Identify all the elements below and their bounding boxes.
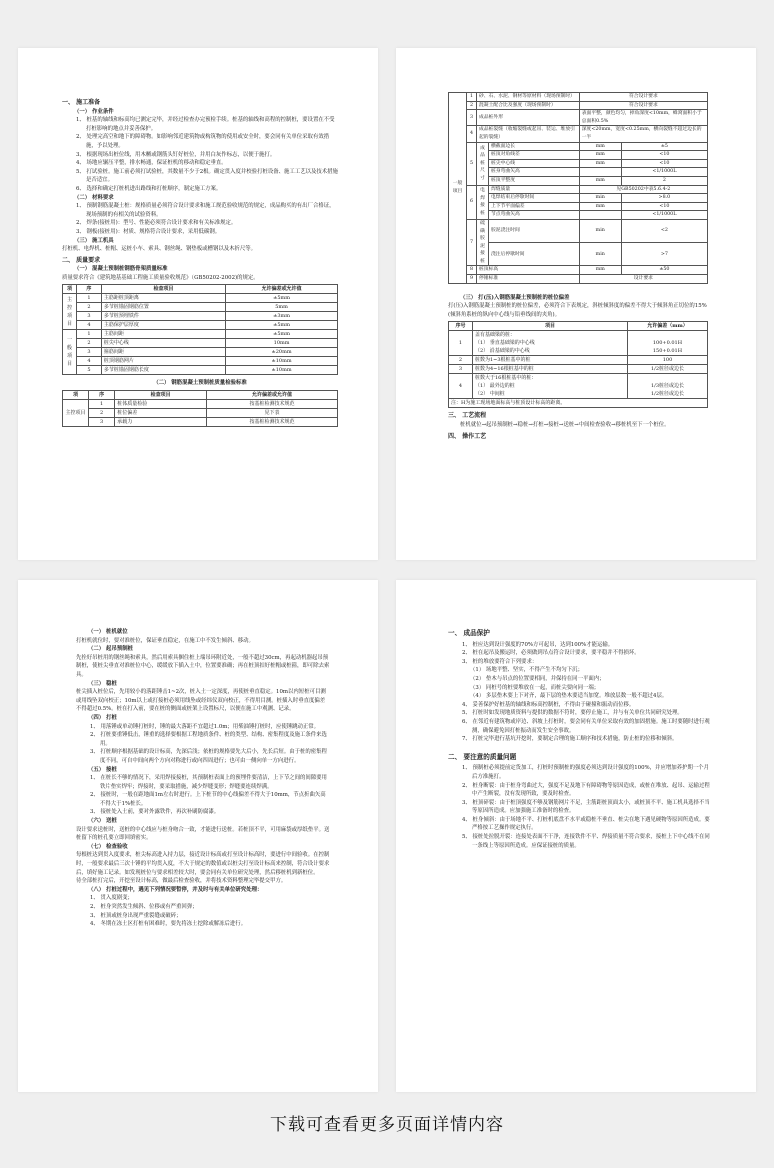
table-cell: 焊缝质量 <box>489 185 580 194</box>
table-cell: 4 <box>449 374 473 399</box>
table-cell: 主筋距桩顶距离 <box>101 294 225 303</box>
table-cell: mm <box>579 202 621 211</box>
paragraph: 打(压)入钢筋混凝土预制桩的桩位偏差，必须符合下表规定，斜桩倾斜度的偏差不得大于倾斜角正切位的15%(倾斜角系桩的纵向中心线与铅垂线间的夹角)。 <box>448 303 707 318</box>
group-label: 一般项目 <box>63 330 77 375</box>
table-header: 项目 <box>473 322 628 331</box>
list-item: 4、 场地应辗压平整，排水畅通，保证桩机的移动和稳定垂直。 <box>76 160 227 167</box>
table-row <box>449 266 708 275</box>
subsection-heading: （八） 打桩过程中，遇见下列情况要暂停，并及时与有关单位研究处理： <box>88 886 263 893</box>
paragraph: 待全部桩打完后，开挖至设计标高，做最后检查验收，并将技术资料整理完毕提交甲方。 <box>76 878 287 885</box>
table-cell: 1 <box>89 400 115 409</box>
table-cell: 电焊接桩 <box>477 185 489 219</box>
section-heading: 三、 工艺流程 <box>448 412 487 420</box>
subsection-heading: （三） 打(压)入钢筋混凝土预制桩的桩位偏差 <box>460 294 570 301</box>
table-cell: ±50 <box>621 266 707 275</box>
table-row <box>63 303 338 312</box>
list-item: 2、 接桩时，一般在距地面1m左右时进行。上下桩节的中心线偏差不得大于10mm，节点折曲矢高不得大于1%桩长。 <box>90 792 326 807</box>
table-cell: <2 <box>621 219 707 242</box>
table-cell: 5mm <box>226 303 338 312</box>
table-cell: 承载力 <box>115 418 207 427</box>
table-row <box>449 399 708 408</box>
list-item: 1、 预制钢筋混凝土桩：规格质量必须符合设计要求和施工规范验收规范的规定，成品购买的有出厂合格证，现场预制的有相关的试验资料。 <box>76 203 335 218</box>
subsection-heading: （二） 起吊预制桩 <box>88 646 134 653</box>
list-item: 7、 打桩完毕进行基坑开挖时，要制定合理的施工顺序和技术措施，防止桩的位移和倾斜。 <box>462 736 678 743</box>
table-cell <box>579 168 621 177</box>
list-item: 1、 桩基的轴线和标高均已测定完毕，并经过检查办完预检手续。桩基的轴线和高程的控制桩，要设置在不受打桩影响的地点并妥善保护。 <box>76 117 335 132</box>
list-item: 3、 根据现场出桩位线，用木橛或钢筋头钉好桩位，并用白灰作标志，以便于施打。 <box>76 151 276 158</box>
table-cell: >7 <box>621 243 707 266</box>
table-cell: 3 <box>449 365 473 374</box>
pile-position-deviation-table <box>448 321 708 408</box>
paragraph: 质量要求符合《建筑地基基础工程施工质量验收规范》（GB50202-2002)的规定。 <box>62 274 259 281</box>
table-cell: min <box>579 219 621 242</box>
table-row <box>63 409 338 418</box>
paragraph: 每根桩达到贯入度要求，桩尖标高进入持力层，接近设计标高或打至设计标高时，要进行中间验收。在控制时，一般要求最后三次十锤的平均贯入度，不大于规定的数值或以桩尖打至设计标高来控制，符合设计要求后，填好施工记录。如发现桩位与要求相差较大时，要会同有关单位研究处理，然后移桩机到新桩位。 <box>76 852 330 876</box>
table-cell: 4 <box>77 357 102 366</box>
table-cell: 按基桩检测技术规范 <box>206 418 337 427</box>
table-cell: ±5mm <box>226 321 338 330</box>
list-item: 4、 冬期在冻土区打桩有困难时，要先将冻土挖除或解冻后进行。 <box>90 921 247 928</box>
table-cell: ±10mm <box>226 366 338 375</box>
section-heading: 一、 施工准备 <box>62 99 101 106</box>
table-cell: mm <box>579 176 621 185</box>
table-row <box>63 348 338 357</box>
list-item: 2、 焊条(接桩用)：型号、性能必须符合设计要求和有关标准规定。 <box>76 220 237 227</box>
table-row <box>449 126 708 142</box>
table-cell: 1/3桩径或边长 1/2桩径或边长 <box>628 374 708 399</box>
table-cell: 桩数为4~16根桩基中的桩 <box>473 365 628 374</box>
table-cell: 桩尖中心线 <box>489 159 580 168</box>
list-item: 4、 桩身倾斜：由于场地不平、打桩机底盘不水平或稳桩不垂直、桩尖在地下遇见硬物等原因所造成。要严格按工艺操作规定执行。 <box>462 816 710 832</box>
table-cell: 横截面边长 <box>489 142 580 151</box>
table-cell: 符合设计要求 <box>579 101 707 110</box>
subsection-heading: （三） 稳桩 <box>88 680 117 687</box>
table-cell: 混凝土配合比及强度（现场预制时） <box>477 101 580 110</box>
table-cell: 成品桩外形 <box>477 110 580 126</box>
table-cell: <1/1000L <box>621 168 707 177</box>
table-cell: 桩数大于16根桩基中的桩： （1） 最外边的桩 （2） 中间桩 <box>473 374 628 399</box>
section-heading: 一、 成品保护 <box>448 629 490 637</box>
table-header: 项 <box>63 391 89 400</box>
table-cell: 桩顶标高 <box>477 266 580 275</box>
table-cell: 1 <box>467 93 477 102</box>
table-row <box>449 365 708 374</box>
table-note: 注：H为施工现场地面标高与桩顶设计标高的距离。 <box>449 399 708 408</box>
table-cell: mm <box>579 151 621 160</box>
table-row <box>63 418 338 427</box>
table-row <box>63 339 338 348</box>
paragraph: 打桩机就位时，要对准桩位，保证垂直稳定，在施工中不发生倾斜、移动。 <box>76 637 254 644</box>
paragraph: 打桩机、电焊机、桩帽、运桩小车、索具、钢丝绳、钢垫板或槽钢以及木折尺等。 <box>62 246 257 253</box>
paragraph: 设计要求送桩时，送桩的中心线应与桩身吻合一致，才能进行送桩。若桩顶不平，可用麻袋或厚纸垫平。送桩留下的桩孔要立即回填密实。 <box>76 826 330 842</box>
table-cell: 符合设计要求 <box>579 93 707 102</box>
subsection-heading: （六） 送桩 <box>88 818 117 825</box>
table-cell: 100 <box>628 356 708 365</box>
table-cell: 设计要求 <box>579 275 707 284</box>
subsection-heading: （五） 接桩 <box>88 766 117 773</box>
list-item: 6、 在邻近有建筑物或岸边、斜坡上打桩时，要会同有关单位采取有效的加固措施。施工时要随时进行观测，确保避免因打桩振动而发生安全事故。 <box>462 718 710 734</box>
table-cell: >8.0 <box>621 194 707 203</box>
list-item: 6、 选择和确定打桩机进出路线和打桩顺序，制定施工方案。 <box>76 185 222 192</box>
table-row <box>449 356 708 365</box>
table-cell: ±10mm <box>226 357 338 366</box>
document-page-1 <box>18 48 378 560</box>
subsection-heading: （一） 桩机就位 <box>88 629 128 635</box>
table-cell: 桩顶平整度 <box>489 176 580 185</box>
section-heading: 二、 要注意的质量问题 <box>448 752 517 761</box>
table-cell: 多节桩锚固钢筋位置 <box>101 303 225 312</box>
table-row <box>449 142 708 151</box>
list-item: 5、 打试验桩。施工前必须打试验桩，其数量不少于2根。确定贯入度并校验打桩设备、施工工艺以及技术措施是否适宜。 <box>76 168 338 184</box>
list-item: 3、 桩顶或桩身出现严重裂缝或破碎； <box>90 912 182 919</box>
table-cell: 主筋保护层厚度 <box>101 321 225 330</box>
table-row <box>63 357 338 366</box>
group-label: 主控项目 <box>63 294 77 330</box>
table-cell: mm <box>579 159 621 168</box>
list-item: 3、 接桩处入土前，要对外露铁件，再次补刷防腐漆。 <box>90 809 220 816</box>
table-cell: 砂、石、水泥、钢材等原材料（现场预制时） <box>477 93 580 102</box>
list-item: （2） 垫木与吊点的位置要相同，并保持在同一平面内； <box>470 675 605 682</box>
table-cell: mm <box>579 142 621 151</box>
table-cell: 硫磺胶泥接桩 <box>477 219 489 266</box>
table-cell: 8 <box>467 266 477 275</box>
table-cell: ±3mm <box>226 312 338 321</box>
table-cell: 胶泥浇注时间 <box>489 219 580 242</box>
table-header: 序 <box>77 285 102 294</box>
list-item: 2、 处理完高空和地下的障碍物。如影响邻近建筑物或构筑物的使用或安全时，要会同有关单位采取有效措施，予以处理。 <box>76 134 330 149</box>
list-item: 1、 贯入度剧变； <box>90 895 133 902</box>
table-row <box>449 331 708 356</box>
table-cell: 3 <box>89 418 115 427</box>
list-item: 1、 在桩长不够的情况下，采用焊接接桩，其预制桩表面上的预埋件要清洁，上下节之间的间隙要用铁片垫实焊牢；焊接时，要采取措施，减少焊缝变形；焊缝要连续焊满。 <box>90 775 327 790</box>
section-heading: 二、 质量要求 <box>62 256 101 264</box>
list-item: 2、 打桩要重锤低击，锤重的选择要根据工程地质条件、桩的类型、结构、密集程度及施工条件来选用。 <box>90 732 327 747</box>
table-cell: 1/2桩径或边长 <box>628 365 708 374</box>
table-cell: 桩顶钢筋网片 <box>101 357 225 366</box>
subsection-heading: （七） 检查验收 <box>88 843 128 850</box>
list-item: 1、 用落锤或单动锤打桩时，锤的最大落距不宜超过1.0m；用柴油锤打桩时，应使锤跳动正常。 <box>90 723 320 730</box>
table-cell: 3 <box>77 312 102 321</box>
table-row <box>449 219 708 242</box>
table-cell: <10 <box>621 159 707 168</box>
table-cell: 见GB50202中表5.6.4-2 <box>579 185 707 194</box>
table-row <box>449 110 708 126</box>
table-cell: ±5mm <box>226 294 338 303</box>
table-cell: 1 <box>77 294 102 303</box>
table-cell: 桩数为1~3根桩基中的桩 <box>473 356 628 365</box>
table-cell: 桩体质量检验 <box>115 400 207 409</box>
table-cell: 6 <box>467 185 477 219</box>
table-cell: 3 <box>77 348 102 357</box>
table-cell: <10 <box>621 202 707 211</box>
table-cell: 5 <box>467 142 477 185</box>
list-item: 1、 预制桩必须提前定货加工，打桩时预制桩的强度必须达到设计强度的100%，并应增加养护期一个月后方准施打。 <box>462 765 709 780</box>
table-header: 项 <box>63 285 77 294</box>
table-caption: （二） 钢筋混凝土预制桩质量检验标准 <box>153 380 247 387</box>
table-cell: 深度<20mm，宽度<0.25mm，横向裂缝不超过边长的一半 <box>579 126 707 142</box>
table-cell: 按基桩检测技术规范 <box>206 400 337 409</box>
list-item: 3、 桩的堆放要符合下列要求： <box>462 658 538 665</box>
paragraph: 桩机就位→起吊预制桩→稳桩→打桩→接桩→送桩→中间检查验收→移桩机至下一个桩位。 <box>460 422 670 429</box>
table-cell: 成品桩裂缝（收缩裂缝或起吊、装运、堆放引起的裂缝） <box>477 126 580 142</box>
table-cell: 成品桩尺寸 <box>477 142 489 185</box>
table-header: 序 <box>89 391 115 400</box>
list-item: 5、 打桩时如发现地质资料与提供的数据不符时，要停止施工，并与有关单位共同研究处理。 <box>462 710 683 717</box>
table-cell: 表面平整，颜色均匀，掉角深度<10mm，蜂窝面积小于总面积0.5% <box>579 110 707 126</box>
table-cell: ±5mm <box>226 330 338 339</box>
group-label: 主控项目 <box>63 400 89 427</box>
table-cell: 桩顶对角线差 <box>489 151 580 160</box>
table-cell: <1/1000L <box>621 211 707 220</box>
subsection-heading: （一） 作业条件 <box>74 108 114 115</box>
table-cell: ±20mm <box>226 348 338 357</box>
table-row <box>449 185 708 194</box>
table-row <box>449 101 708 110</box>
table-cell: 盖有基础梁的桩： （1） 垂直基础梁的中心线 （2） 沿基础梁的中心线 <box>473 331 628 356</box>
table-row <box>63 400 338 409</box>
precast-pile-inspection-table <box>62 390 338 427</box>
table-cell: 1 <box>449 331 473 356</box>
table-row <box>449 275 708 284</box>
table-cell: 100+0.01H 150+0.01H <box>628 331 708 356</box>
list-item: 2、 桩身突然发生倾斜、位移或有严重回弹； <box>90 904 198 910</box>
table-cell: 1 <box>77 330 102 339</box>
rebar-cage-quality-table <box>62 284 338 375</box>
subsection-heading: （三） 施工机具 <box>74 237 114 244</box>
table-cell: 10mm <box>226 339 338 348</box>
table-header: 允许偏差或允许值 <box>226 285 338 294</box>
list-item: （3） 同桩号的桩要堆放在一起，而桩尖要向同一端； <box>470 684 600 691</box>
table-cell: 桩身弯曲矢高 <box>489 168 580 177</box>
table-header: 检查项目 <box>101 285 225 294</box>
list-item: 5、 接桩处拉脱开裂：连接处表面不干净，连接铁件不平、焊接质量不符合要求，接桩上下中心线不在同一条线上等原因所造成。应保证接桩的质量。 <box>462 834 710 849</box>
paragraph: 先拴好吊桩用的钢丝绳和索具，然后用索具捆住桩上端吊环附近处，一般不超过30cm，再起动机器起吊预制桩，使桩尖垂直对准桩位中心，缓缓放下插入土中，位置要准确；再在桩顶扣好桩帽或桩箍，即可除去索具。 <box>76 654 330 678</box>
subsection-heading: （二） 材料要求 <box>74 194 114 201</box>
table-cell: 浇注后停歇时间 <box>489 243 580 266</box>
list-item: （4） 多层垫木要上下对齐，最下层的垫木要适当加宽。堆放层数一般不超过4层。 <box>470 693 668 700</box>
document-page-3 <box>18 580 378 1092</box>
table-cell: 桩尖中心线 <box>101 339 225 348</box>
table-cell: 9 <box>467 275 477 284</box>
group-label: 一般项目 <box>449 93 467 284</box>
table-row <box>63 312 338 321</box>
section-heading: 四、 操作工艺 <box>448 432 487 440</box>
table-row <box>449 374 708 399</box>
table-cell: 停锤标准 <box>477 275 580 284</box>
table-cell: 节点弯曲矢高 <box>489 211 580 220</box>
table-row <box>63 366 338 375</box>
table-cell: 主筋间距 <box>101 330 225 339</box>
table-cell: 7 <box>467 219 477 266</box>
table-cell: 4 <box>77 321 102 330</box>
list-item: 3、 桩顶碎裂：由于桩顶强度不够及钢筋网片不足，主筋距桩顶面太小，或桩顶不平、施工机具选择不当等原因所造成。应加强施工准备时的检查。 <box>462 799 710 815</box>
table-header: 允许偏差或允许值 <box>206 391 337 400</box>
document-page-2 <box>396 48 756 560</box>
table-header: 允许偏差（mm） <box>628 322 708 331</box>
table-header: 序号 <box>449 322 473 331</box>
list-item: 2、 桩在起吊及搬运时，必须做到吊点符合设计要求，要平稳并不得损坏。 <box>462 650 640 657</box>
table-cell: 4 <box>467 126 477 142</box>
table-cell: 2 <box>77 303 102 312</box>
paragraph: 桩尖插入桩位后，先用较小的落距锤击1~2次，桩入土一定深度，再使桩垂直稳定。10m以内短桩可目测或用线坠双向校正；10m以上或打接桩必须用线坠或经纬仪双向校正，不得用目测。桩插入时垂直度偏差不得超过0.5%。桩在打入前，要在桩的侧面或桩架上设置标尺，以便在施工中观测、记录。 <box>76 689 326 713</box>
table-row <box>449 93 708 102</box>
table-row <box>63 330 338 339</box>
table-cell: 5 <box>77 366 102 375</box>
subsection-heading: （四） 打桩 <box>88 714 117 721</box>
subsection-heading: （一） 混凝土预制桩钢筋骨架质量标准 <box>74 266 168 273</box>
list-item: 1、 桩应达到设计强度的70%方可起吊，达到100%才能运输。 <box>462 641 614 648</box>
table-row <box>63 321 338 330</box>
table-cell: 2 <box>467 101 477 110</box>
table-cell: 2 <box>77 339 102 348</box>
list-item: 3、 打桩顺序根据基础的设计标高，先深后浅；依桩的规格要先大后小，先长后短。由于桩的密集程度不同，可自中间向两个方向对称进行或向四周进行；也可由一侧向单一方向进行。 <box>90 749 327 764</box>
table-cell: 电焊结束后停歇时间 <box>489 194 580 203</box>
table-cell: min <box>579 243 621 266</box>
table-cell: 见下表 <box>206 409 337 418</box>
table-cell: mm <box>579 266 621 275</box>
table-cell: 箍筋间距 <box>101 348 225 357</box>
table-cell: 上下节平面偏差 <box>489 202 580 211</box>
table-cell: 多节桩锚固钢筋长度 <box>101 366 225 375</box>
table-cell: ±5 <box>621 142 707 151</box>
list-item: 2、 桩身断裂：由于桩身弯曲过大，强度不足及地下有障碍物等原因造成，或桩在堆放、起吊、运输过程中产生断裂，没有发现所致，要及时检查。 <box>462 782 710 798</box>
table-cell <box>579 211 621 220</box>
table-cell: min <box>579 194 621 203</box>
table-row <box>63 294 338 303</box>
list-item: 4、 妥善保护好桩基的轴线和标高控制桩，不得由于碰撞和振动而位移。 <box>462 701 635 708</box>
table-cell: <10 <box>621 151 707 160</box>
table-cell: 桩位偏差 <box>115 409 207 418</box>
table-cell: 2 <box>621 176 707 185</box>
download-more-caption: 下载可查看更多页面详情内容 <box>270 1115 504 1135</box>
table-cell: 3 <box>467 110 477 126</box>
table-cell: 2 <box>449 356 473 365</box>
document-page-4 <box>396 580 756 1092</box>
table-cell: 2 <box>89 409 115 418</box>
table-header: 检查项目 <box>115 391 207 400</box>
list-item: （1） 场地平整、坚实，不得产生不均匀下沉； <box>470 667 583 674</box>
list-item: 3、 钢板(接桩用)：材质、规格符合设计要求，采用低碳钢。 <box>76 228 221 235</box>
table-cell: 多节桩预埋铁件 <box>101 312 225 321</box>
precast-pile-general-items-table <box>448 92 708 284</box>
